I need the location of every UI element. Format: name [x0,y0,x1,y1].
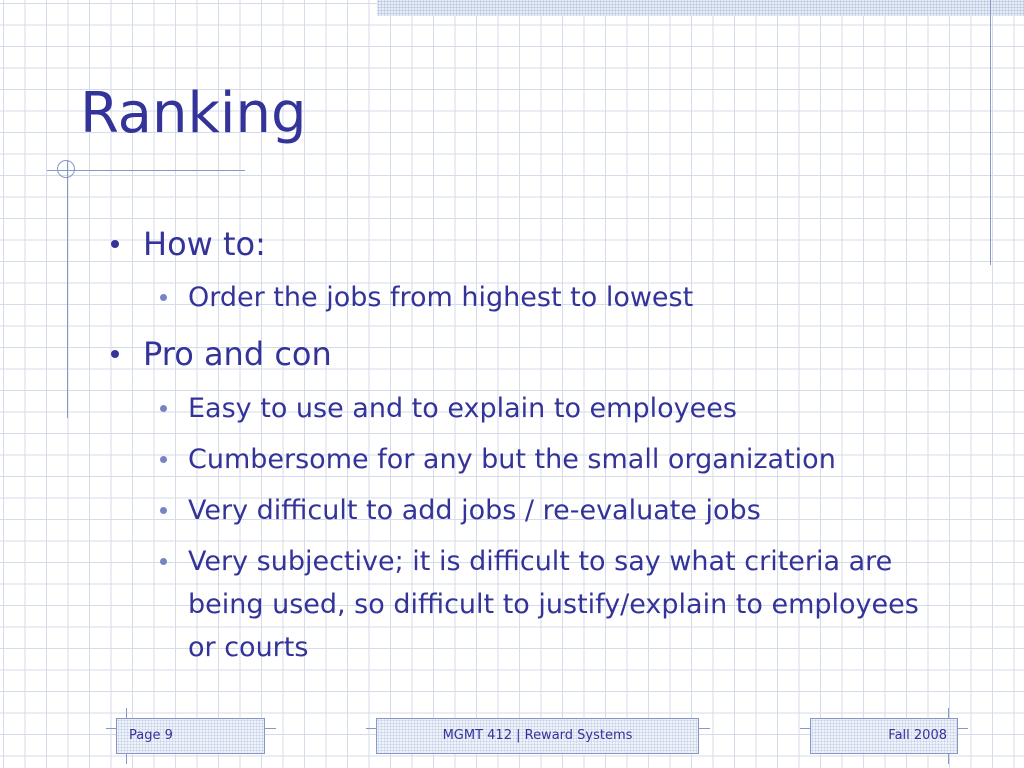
sub-bullet-text: Cumbersome for any but the small organization [188,444,836,475]
sub-bullet-difficult-to-add [188,489,928,532]
sub-bullet-text: Very difficult to add jobs / re-evaluate jobs [188,495,761,526]
sub-bullet-text: Very subjective; it is difficult to say what criteria are being used, so difficult to justify/explain to employees or courts [188,546,919,663]
bullet-text: How to: [143,225,266,263]
footer-course-title: MGMT 412 | Reward Systems [376,718,699,754]
footer-page-number: Page 9 [116,718,265,754]
bullet-text: Pro and con [143,335,332,373]
sub-bullet-very-subjective [188,540,928,669]
bullet-dot-icon [111,240,119,248]
sub-bullet-dot-icon [160,294,167,301]
sub-bullet-text: Easy to use and to explain to employees [188,393,737,424]
sub-bullet-dot-icon [160,558,167,565]
slide-title: Ranking [80,81,307,146]
bullet-how-to [143,225,266,263]
sub-bullet-text: Order the jobs from highest to lowest [188,282,694,313]
footer-term: Fall 2008 [810,718,958,754]
sub-bullet-dot-icon [160,456,167,463]
sub-bullet-dot-icon [160,405,167,412]
sub-bullet-easy-to-use [188,387,928,430]
sub-bullet-cumbersome [188,438,928,481]
sub-bullet-order-jobs [188,276,928,319]
bullet-pro-and-con [143,335,332,373]
sub-bullet-dot-icon [160,507,167,514]
bullet-dot-icon [111,350,119,358]
